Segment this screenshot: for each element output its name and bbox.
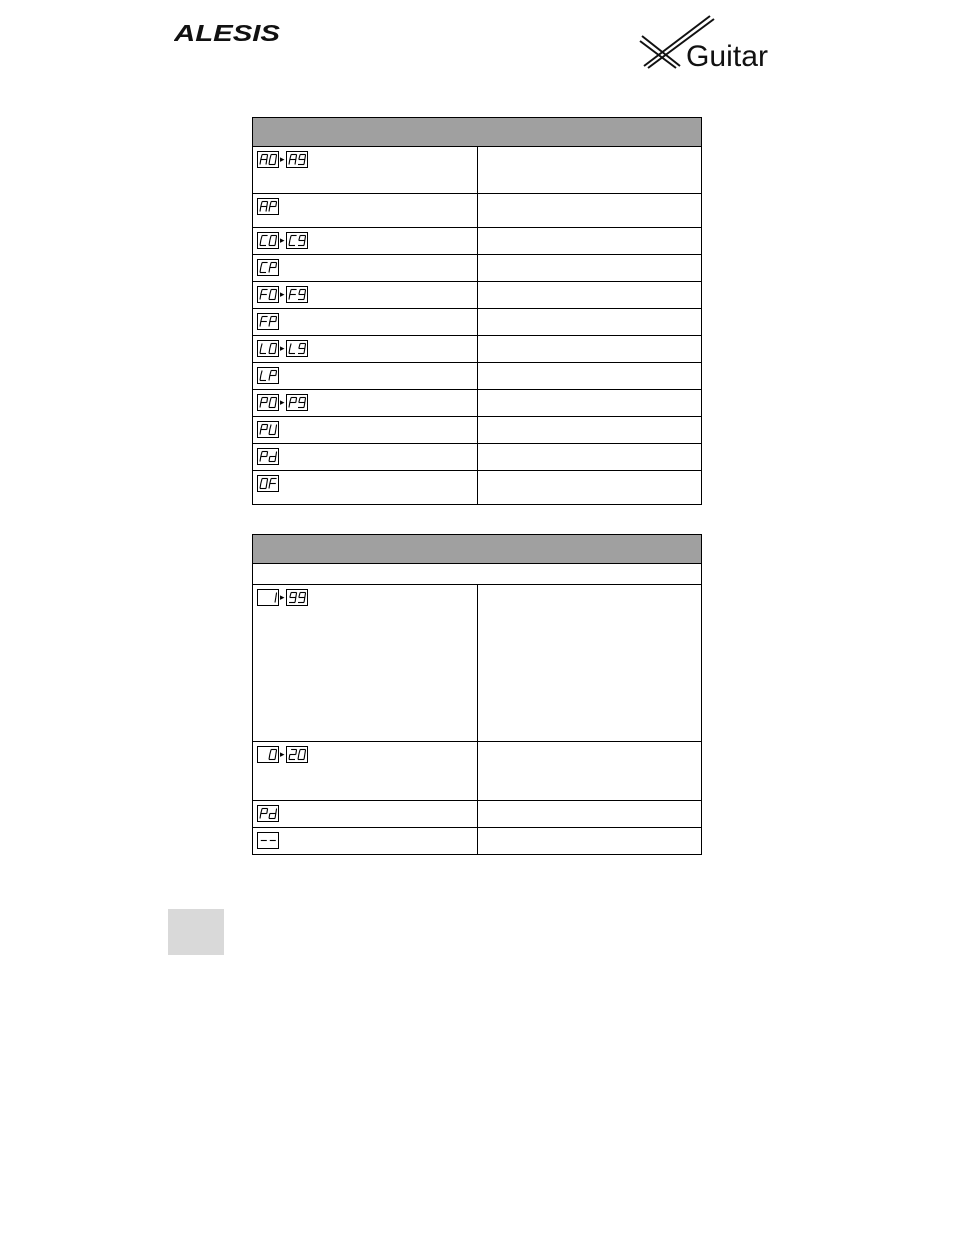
table-2-subheader	[253, 564, 702, 585]
lcd-cell	[253, 444, 478, 471]
table-row	[253, 147, 702, 194]
lcd-range	[257, 232, 477, 249]
lcd-cell	[253, 417, 478, 444]
lcd-range	[257, 746, 477, 763]
lcd-range	[257, 367, 477, 384]
description-cell	[477, 309, 702, 336]
lcd-display-icon	[286, 589, 308, 606]
table-row	[253, 444, 702, 471]
description-cell	[477, 228, 702, 255]
description-cell	[477, 801, 702, 828]
arrow-right-icon: ▸	[280, 343, 285, 353]
table-row	[253, 336, 702, 363]
arrow-right-icon: ▸	[280, 592, 285, 602]
alesis-logo	[174, 22, 282, 49]
lcd-cell	[253, 255, 478, 282]
lcd-range	[257, 805, 477, 822]
lcd-display-icon	[257, 448, 279, 465]
table-row	[253, 228, 702, 255]
lcd-display-icon	[257, 198, 279, 215]
lcd-cell	[253, 147, 478, 194]
svg-text:ALESIS: ALESIS	[174, 22, 281, 44]
description-cell	[477, 194, 702, 228]
lcd-display-icon	[257, 313, 279, 330]
arrow-right-icon: ▸	[280, 397, 285, 407]
table-row	[253, 282, 702, 309]
lcd-display-icon	[257, 805, 279, 822]
lcd-display-icon	[257, 367, 279, 384]
table-1	[252, 117, 702, 505]
table-1-header	[253, 118, 702, 147]
lcd-range	[257, 313, 477, 330]
table-row	[253, 363, 702, 390]
lcd-cell	[253, 309, 478, 336]
description-cell	[477, 390, 702, 417]
lcd-display-icon	[257, 394, 279, 411]
description-cell	[477, 417, 702, 444]
lcd-display-icon	[257, 589, 279, 606]
lcd-display-icon	[257, 475, 279, 492]
lcd-range	[257, 475, 477, 492]
lcd-display-icon	[286, 746, 308, 763]
arrow-right-icon: ▸	[280, 235, 285, 245]
lcd-range	[257, 421, 477, 438]
table-2-header	[253, 535, 702, 564]
lcd-display-icon	[257, 421, 279, 438]
lcd-range	[257, 259, 477, 276]
lcd-cell	[253, 471, 478, 505]
lcd-cell	[253, 363, 478, 390]
lcd-display-icon	[257, 286, 279, 303]
lcd-display-icon	[257, 832, 279, 849]
lcd-display-icon	[257, 340, 279, 357]
lcd-cell	[253, 585, 478, 742]
table-row	[253, 255, 702, 282]
description-cell	[477, 282, 702, 309]
lcd-range	[257, 340, 477, 357]
xguitar-logo	[638, 14, 772, 75]
table-row	[253, 585, 702, 742]
lcd-range	[257, 448, 477, 465]
lcd-range	[257, 394, 477, 411]
description-cell	[477, 336, 702, 363]
table-row	[253, 801, 702, 828]
lcd-display-icon	[286, 151, 308, 168]
arrow-right-icon: ▸	[280, 154, 285, 164]
table-row	[253, 417, 702, 444]
lcd-cell	[253, 742, 478, 801]
lcd-display-icon	[257, 151, 279, 168]
description-cell	[477, 585, 702, 742]
lcd-display-icon	[257, 746, 279, 763]
lcd-cell	[253, 282, 478, 309]
lcd-display-icon	[286, 394, 308, 411]
lcd-display-icon	[286, 232, 308, 249]
lcd-display-icon	[257, 232, 279, 249]
description-cell	[477, 363, 702, 390]
description-cell	[477, 444, 702, 471]
lcd-range	[257, 286, 477, 303]
lcd-cell	[253, 801, 478, 828]
arrow-right-icon: ▸	[280, 749, 285, 759]
description-cell	[477, 471, 702, 505]
table-row	[253, 828, 702, 855]
lcd-range	[257, 832, 477, 849]
description-cell	[477, 828, 702, 855]
page-number-box	[168, 909, 224, 955]
lcd-range	[257, 589, 477, 606]
lcd-range	[257, 198, 477, 215]
description-cell	[477, 742, 702, 801]
table-row	[253, 194, 702, 228]
lcd-cell	[253, 228, 478, 255]
lcd-display-icon	[286, 340, 308, 357]
lcd-cell	[253, 390, 478, 417]
lcd-display-icon	[257, 259, 279, 276]
description-cell	[477, 147, 702, 194]
table-row	[253, 390, 702, 417]
description-cell	[477, 255, 702, 282]
table-row	[253, 309, 702, 336]
table-row	[253, 471, 702, 505]
lcd-cell	[253, 194, 478, 228]
arrow-right-icon: ▸	[280, 289, 285, 299]
lcd-cell	[253, 828, 478, 855]
lcd-cell	[253, 336, 478, 363]
lcd-range	[257, 151, 477, 168]
svg-text:Guitar: Guitar	[686, 40, 769, 70]
table-2	[252, 534, 702, 855]
lcd-display-icon	[286, 286, 308, 303]
table-row	[253, 742, 702, 801]
